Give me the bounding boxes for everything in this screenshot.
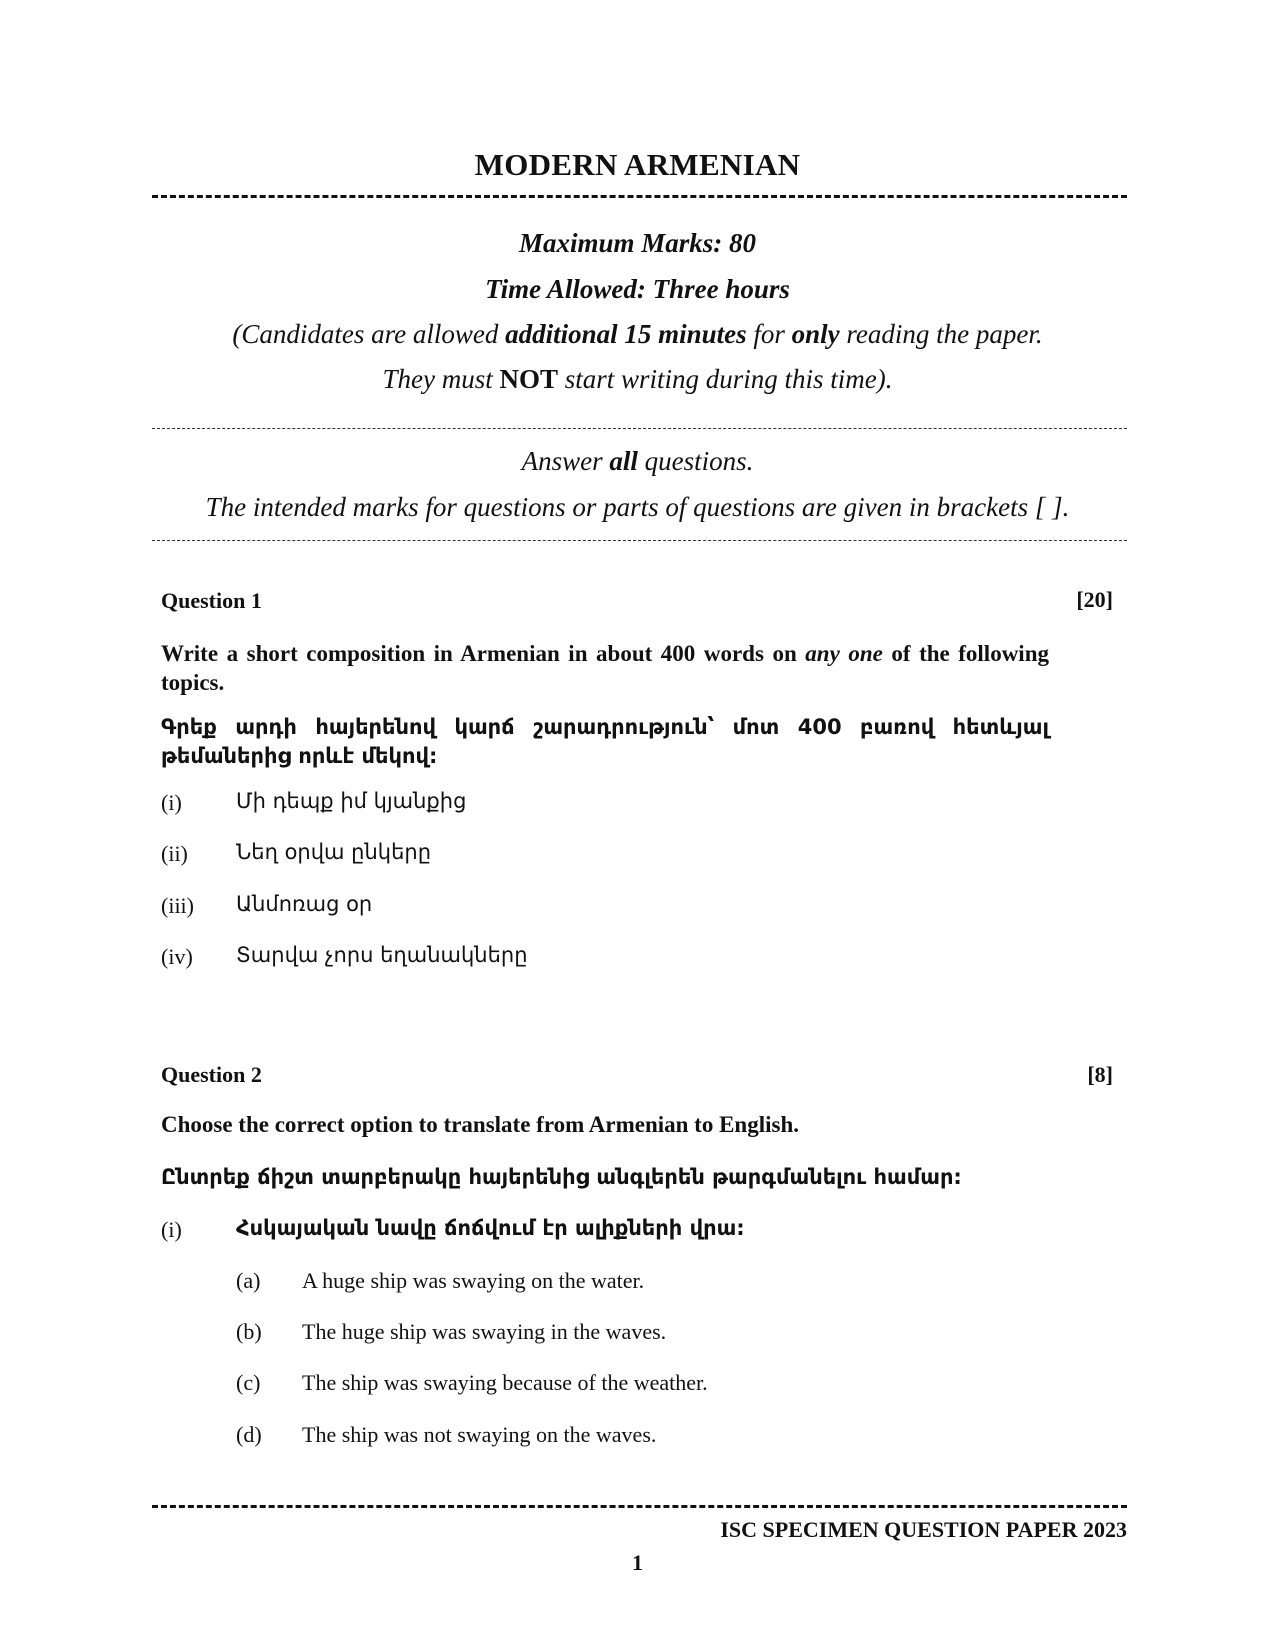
- max-marks: Maximum Marks: 80: [518, 228, 757, 258]
- note-text: questions.: [637, 446, 754, 476]
- note-text: reading the paper.: [839, 319, 1043, 349]
- note-text: They must: [382, 364, 500, 394]
- note-bold: only: [791, 319, 840, 349]
- question-1-instruction-en: [161, 639, 1049, 697]
- option-letter: (b): [236, 1319, 262, 1344]
- note-text: Answer: [521, 446, 610, 476]
- instr-text: Write a short composition in Armenian in about 400 words on: [161, 641, 806, 666]
- answer-all-note: [0, 446, 1275, 477]
- note-bold: NOT: [499, 364, 558, 394]
- option-letter: (c): [236, 1370, 261, 1395]
- item-number: (iii): [161, 893, 194, 918]
- note-bold: all: [609, 446, 638, 476]
- note-text: for: [746, 319, 792, 349]
- reading-time-note: [0, 319, 1275, 350]
- instr-text: of the following topics.: [161, 641, 1049, 695]
- question-2-instruction-en: Choose the correct option to translate from Armenian to English.: [161, 1112, 799, 1137]
- option-text: The ship was not swaying on the waves.: [302, 1422, 657, 1447]
- footer-divider: [152, 1505, 1127, 1508]
- divider: [152, 195, 1127, 198]
- topic-item: Տարվա չորս եղանակները: [236, 943, 528, 967]
- page-title: MODERN ARMENIAN: [474, 147, 801, 182]
- option-text: The ship was swaying because of the weather.: [302, 1370, 708, 1395]
- option-text: A huge ship was swaying on the water.: [302, 1268, 645, 1293]
- option-letter: (a): [236, 1268, 261, 1293]
- part-number: (i): [161, 1217, 182, 1242]
- option-text: The huge ship was swaying in the waves.: [302, 1319, 667, 1344]
- note-text: (Candidates are allowed: [232, 319, 506, 349]
- item-number: (iv): [161, 944, 193, 969]
- part-sentence: Հսկայական նավը ճոճվում էր ալիքների վրա:: [236, 1216, 745, 1240]
- item-number: (i): [161, 790, 182, 815]
- divider: [152, 428, 1127, 429]
- note-text: start writing during this time).: [557, 364, 893, 394]
- option-letter: (d): [236, 1422, 262, 1447]
- footer-label: ISC SPECIMEN QUESTION PAPER 2023: [720, 1517, 1127, 1542]
- item-number: (ii): [161, 841, 188, 866]
- topic-item: Նեղ օրվա ընկերը: [236, 840, 432, 864]
- question-1-label: Question 1: [161, 588, 262, 613]
- page-number: 1: [632, 1550, 643, 1575]
- question-2-instruction-hy: Ընտրեք ճիշտ տարբերակը հայերենից անգլերեն թարգմանելու համար:: [161, 1165, 962, 1189]
- topic-item: Մի դեպք իմ կյանքից: [236, 789, 467, 813]
- marks-note: The intended marks for questions or parts of questions are given in brackets [ ].: [205, 492, 1070, 522]
- divider: [152, 540, 1127, 541]
- instr-italic: any one: [805, 641, 883, 666]
- question-2-marks: [8]: [1087, 1062, 1113, 1087]
- time-allowed: Time Allowed: Three hours: [485, 274, 790, 304]
- question-1-marks: [20]: [1076, 587, 1113, 612]
- topic-item: Անմոռաց օր: [236, 892, 373, 916]
- note-bold: additional 15 minutes: [505, 319, 747, 349]
- question-2-label: Question 2: [161, 1062, 262, 1087]
- writing-note: [0, 364, 1275, 395]
- question-1-instruction-hy: Գրեք արդի հայերենով կարճ շարադրություն՝ մոտ 400 բառով հետևյալ թեմաներից որևէ մեկով:: [161, 715, 1049, 768]
